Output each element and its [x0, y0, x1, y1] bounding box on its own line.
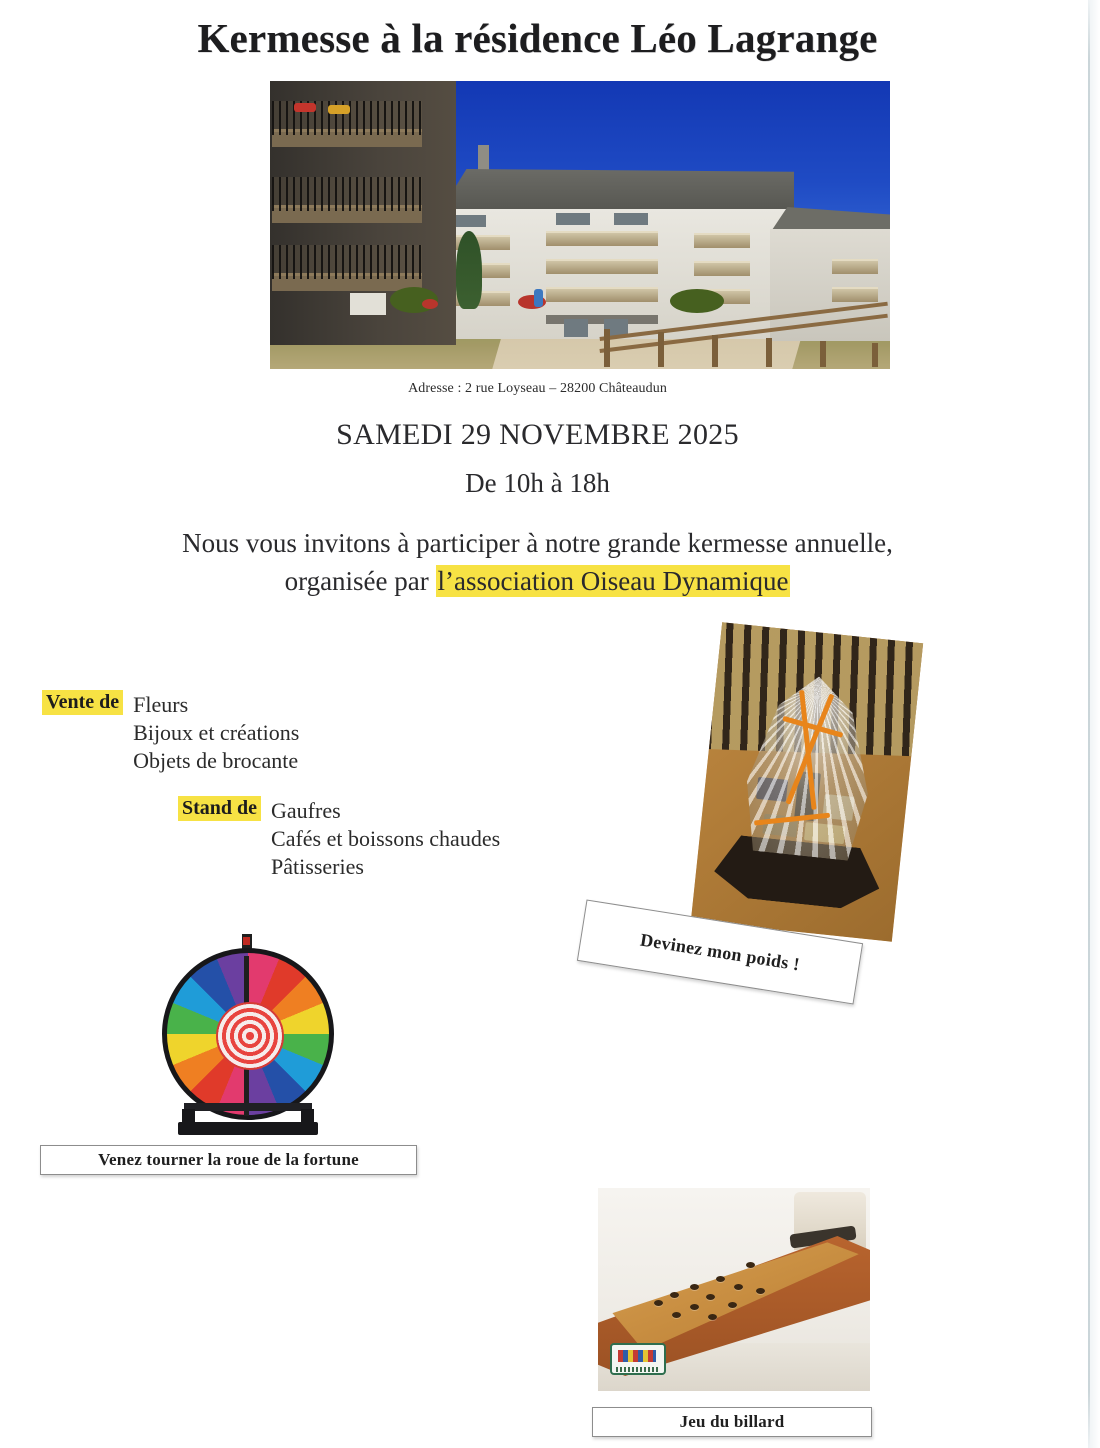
fence-post — [712, 335, 718, 367]
stand-tag: Stand de — [178, 796, 261, 821]
table-hole — [708, 1314, 717, 1320]
balcony — [546, 259, 658, 274]
table-hole — [672, 1312, 681, 1318]
table-hole — [654, 1300, 663, 1306]
table-hole — [756, 1288, 765, 1294]
stand-row — [178, 796, 500, 881]
balcony — [546, 231, 658, 246]
vente-items — [133, 690, 299, 775]
table-hole — [706, 1294, 715, 1300]
invitation-line-2 — [0, 562, 1075, 600]
wheel-caption-box — [40, 1145, 417, 1175]
list-item: Fleurs — [133, 692, 189, 717]
list-item: Objets de brocante — [133, 748, 299, 774]
balcony-railing — [272, 245, 422, 279]
fence-post — [766, 338, 772, 367]
white-utility-box — [350, 293, 386, 315]
vente-row — [42, 690, 299, 775]
wooden-fence — [600, 315, 890, 367]
vente-block — [42, 690, 299, 775]
basket-caption-text: Devinez mon poids ! — [638, 929, 802, 974]
flower-bed — [422, 299, 438, 309]
page-title: Kermesse à la résidence Léo Lagrange — [197, 15, 878, 61]
balcony-railing — [272, 177, 422, 211]
billard-caption-text: Jeu du billard — [679, 1412, 785, 1431]
table-hole — [716, 1276, 725, 1282]
fence-post — [658, 332, 664, 367]
balcony — [694, 233, 750, 248]
page-edge-line — [1088, 0, 1090, 1448]
vente-tag: Vente de — [42, 690, 123, 715]
wheel-hub-spiral — [216, 1002, 284, 1070]
wheel-leg-right — [301, 1109, 314, 1135]
logo-wordmark — [616, 1367, 660, 1372]
conifer-tree — [456, 231, 482, 309]
address-caption: Adresse : 2 rue Loyseau – 28200 Châteaudun — [408, 381, 667, 396]
ground-window — [564, 319, 588, 337]
gift-basket-photo — [691, 622, 923, 941]
wheel-caption-text: Venez tourner la roue de la fortune — [98, 1150, 359, 1169]
wheel-crossbar — [184, 1103, 312, 1111]
association-name-highlight: l’association Oiseau Dynamique — [437, 566, 789, 597]
stand-block — [178, 796, 500, 881]
list-item: Pâtisseries — [271, 854, 364, 880]
billard-caption-box — [592, 1407, 872, 1437]
logo-bars — [618, 1350, 656, 1362]
table-hole — [690, 1304, 699, 1310]
table-hole — [734, 1284, 743, 1290]
invitation-line-2-prefix: organisée par — [284, 566, 436, 597]
fence-post — [820, 341, 826, 367]
shrub — [670, 289, 724, 313]
wheel-base — [178, 1122, 318, 1135]
table-hole — [670, 1292, 679, 1298]
fence-post — [604, 329, 610, 367]
wheel-leg-left — [182, 1109, 195, 1135]
balcony — [832, 259, 878, 274]
person-figure — [534, 289, 543, 307]
balcony — [832, 287, 878, 302]
balcony-flowers — [328, 105, 350, 114]
billiard-photo — [598, 1188, 870, 1391]
building-photo — [270, 81, 890, 369]
fence-post — [872, 343, 878, 367]
list-item: Bijoux et créations — [133, 720, 300, 746]
manufacturer-logo-icon — [610, 1343, 666, 1375]
event-date: SAMEDI 29 NOVEMBRE 2025 — [336, 418, 739, 451]
roof-window — [614, 213, 648, 225]
table-hole — [746, 1262, 755, 1268]
balcony — [694, 261, 750, 276]
invitation-line-1: Nous vous invitons à participer à notre grande kermesse annuelle, — [182, 528, 893, 558]
table-hole — [690, 1284, 699, 1290]
list-item: Cafés et boissons chaudes — [271, 826, 501, 852]
table-hole — [728, 1302, 737, 1308]
invitation-paragraph — [0, 524, 1075, 601]
prize-wheel-illustration — [158, 934, 338, 1139]
stand-items — [271, 796, 500, 881]
balcony-flowers — [294, 103, 316, 112]
list-item: Gaufres — [271, 798, 341, 823]
roof-window — [556, 213, 590, 225]
balcony — [546, 287, 658, 302]
event-time: De 10h à 18h — [465, 468, 610, 498]
